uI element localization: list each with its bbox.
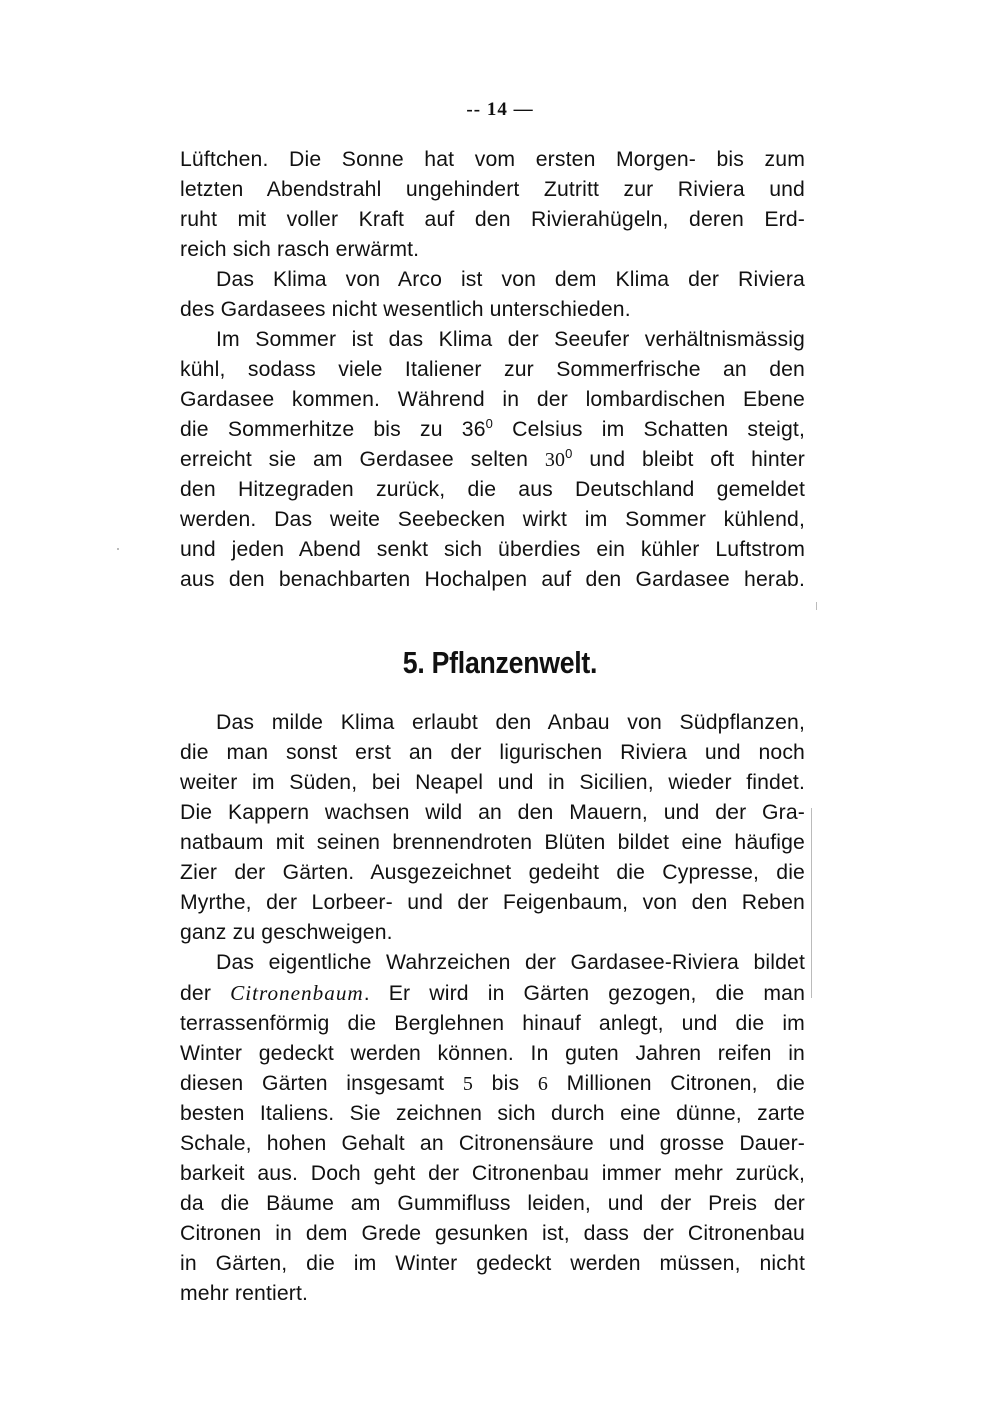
text-line: und jeden Abend senkt sich überdies ein kühler Luftstrom bbox=[180, 538, 805, 561]
paragraph-citrons bbox=[180, 948, 805, 1309]
italic-term: Citronenbaum bbox=[230, 981, 364, 1005]
text-line: werden. Das weite Seebecken wirkt im Sommer kühlend, bbox=[180, 508, 805, 531]
text-line: da die Bäume am Gummifluss leiden, und der Preis der bbox=[180, 1192, 805, 1215]
text-fragment: bis bbox=[473, 1072, 538, 1095]
degree-sup: 0 bbox=[485, 416, 494, 431]
text-line bbox=[180, 445, 805, 475]
text-fragment: und bleibt oft hinter bbox=[572, 448, 806, 471]
text-line: Schale, hohen Gehalt an Citronensäure und grosse Dauer- bbox=[180, 1132, 805, 1155]
text-line: den Hitzegraden zurück, die aus Deutschland gemeldet bbox=[180, 478, 805, 501]
text-line: natbaum mit seinen brennendroten Blüten bildet eine häufige bbox=[180, 831, 805, 854]
text-line: in Gärten, die im Winter gedeckt werden müssen, nicht bbox=[180, 1252, 805, 1275]
section-heading: 5. Pflanzenwelt. bbox=[402, 645, 598, 680]
paragraph-intro bbox=[180, 145, 805, 265]
text-fragment: erreicht sie am Gerdasee selten bbox=[180, 448, 545, 471]
scan-dot bbox=[117, 548, 119, 550]
text-line: Im Sommer ist das Klima der Seeufer verhältnismässig bbox=[216, 328, 805, 351]
text-line: Gardasee kommen. Während in der lombardischen Ebene bbox=[180, 388, 805, 411]
text-fragment: Celsius im Schatten steigt, bbox=[493, 418, 805, 441]
text-line: Die Kappern wachsen wild an den Mauern, und der Gra- bbox=[180, 801, 805, 824]
plants-section bbox=[180, 708, 805, 1309]
text-line: ruht mit voller Kraft auf den Rivierahügeln, deren Erd- bbox=[180, 208, 805, 231]
text-line: besten Italiens. Sie zeichnen sich durch eine dünne, zarte bbox=[180, 1102, 805, 1125]
text-fragment: Millionen Citronen, die bbox=[548, 1072, 805, 1095]
text-line bbox=[180, 415, 805, 445]
text-line bbox=[180, 978, 805, 1009]
text-line bbox=[180, 1069, 805, 1099]
scan-dot bbox=[816, 602, 817, 610]
climate-section bbox=[180, 145, 805, 595]
degree-sup: 0 bbox=[565, 446, 573, 461]
text-line: mehr rentiert. bbox=[180, 1282, 309, 1305]
text-line: Myrthe, der Lorbeer- und der Feigenbaum, von den Reben bbox=[180, 891, 805, 914]
page-number: -- 14 — bbox=[466, 99, 534, 120]
text-line: barkeit aus. Doch geht der Citronenbau immer mehr zurück, bbox=[180, 1162, 805, 1185]
paragraph-summer bbox=[180, 325, 805, 595]
text-line: Lüftchen. Die Sonne hat vom ersten Morgen- bis zum bbox=[180, 148, 805, 171]
text-line: reich sich rasch erwärmt. bbox=[180, 238, 420, 261]
text-line: letzten Abendstrahl ungehindert Zutritt zur Riviera und bbox=[180, 178, 805, 201]
text-line: ganz zu geschweigen. bbox=[180, 921, 393, 944]
text-line: des Gardasees nicht wesentlich unterschieden. bbox=[180, 298, 631, 321]
text-line: Citronen in dem Grede gesunken ist, dass der Citronenbau bbox=[180, 1222, 805, 1245]
text-line: Das milde Klima erlaubt den Anbau von Südpflanzen, bbox=[216, 711, 805, 734]
text-line: kühl, sodass viele Italiener zur Sommerfrische an den bbox=[180, 358, 805, 381]
text-line: Winter gedeckt werden können. In guten Jahren reifen in bbox=[180, 1042, 805, 1065]
text-fragment: der bbox=[180, 982, 231, 1005]
paragraph-arco bbox=[180, 265, 805, 325]
text-line: Zier der Gärten. Ausgezeichnet gedeiht die Cypresse, die bbox=[180, 861, 805, 884]
paragraph-plants bbox=[180, 708, 805, 948]
text-line: terrassenförmig die Berglehnen hinauf anlegt, und die im bbox=[180, 1012, 805, 1035]
scan-margin-line bbox=[811, 808, 812, 998]
text-line: Das Klima von Arco ist von dem Klima der Riviera bbox=[216, 268, 805, 291]
text-line: Das eigentliche Wahrzeichen der Gardasee-Riviera bildet bbox=[216, 951, 805, 974]
text-line: aus den benachbarten Hochalpen auf den Gardasee herab. bbox=[180, 568, 805, 591]
text-fragment: . Er wird in Gärten gezogen, die man bbox=[363, 982, 806, 1005]
text-fragment: diesen Gärten insgesamt bbox=[180, 1072, 463, 1095]
number-fragment: 30 bbox=[544, 449, 566, 471]
number-fragment: 5 bbox=[462, 1073, 474, 1095]
text-fragment: die Sommerhitze bis zu 36 bbox=[180, 418, 486, 441]
text-line: weiter im Süden, bei Neapel und in Sicilien, wieder findet. bbox=[180, 771, 805, 794]
number-fragment: 6 bbox=[537, 1073, 549, 1095]
text-line: die man sonst erst an der ligurischen Riviera und noch bbox=[180, 741, 805, 764]
